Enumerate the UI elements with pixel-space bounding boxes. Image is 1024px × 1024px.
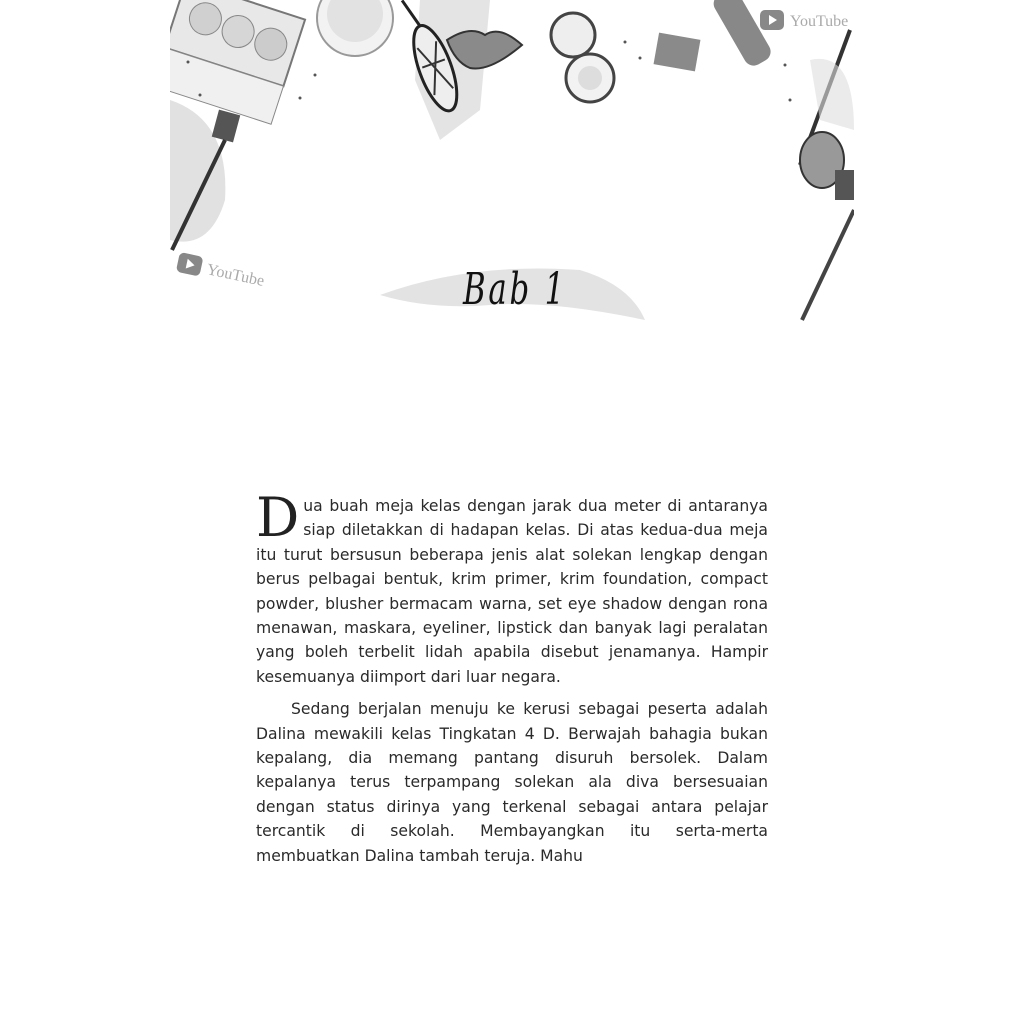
chapter-heading: [380, 258, 650, 334]
youtube-watermark-icon: [176, 252, 266, 290]
dropcap: D: [256, 486, 300, 549]
svg-text:YouTube: YouTube: [205, 261, 266, 290]
makeup-brush-icon: [800, 132, 854, 200]
svg-text:YouTube: YouTube: [790, 13, 849, 30]
eyeshadow-palette-icon: [170, 0, 305, 124]
paragraph-1: [256, 486, 768, 689]
compact-mirror-icon: [317, 0, 393, 56]
eyeliner-pencil-icon: [802, 210, 854, 320]
powder-compact-icon: [551, 13, 614, 102]
chapter-title: Bab 1: [462, 264, 568, 315]
paragraph-2: Sedang berjalan menuju ke kerusi sebagai peserta adalah Dalina mewakili kelas Tingkatan 4 D. Berwajah bahagia bukan kepalang, dia memang pantang disuruh bersolek. Dalam kepalanya terus terpampang solekan ala diva bersesuaian dengan status dirinya yang terkenal sebagai antara pelajar tercantik di sekolah. Membayangkan itu serta-merta membuatkan Dalina tambah teruja. Mahu: [256, 700, 768, 865]
youtube-watermark-icon: [760, 10, 848, 30]
paragraph-1-text: ua buah meja kelas dengan jarak dua meter di antaranya siap diletakkan di hadapan kelas. Di atas kedua-dua meja itu turut bersusun beberapa jenis alat solekan lengkap dengan berus pelbagai bentuk, krim primer, krim foundation, compact powder, blusher bermacam warna, set eye shadow dengan rona menawan, maskara, eyeliner, lipstick dan banyak lagi peralatan yang boleh terbelit lidah apabila disebut jenamanya. Hampir kesemuanya diimport dari luar negara.: [256, 497, 768, 686]
body-text: [256, 486, 768, 876]
